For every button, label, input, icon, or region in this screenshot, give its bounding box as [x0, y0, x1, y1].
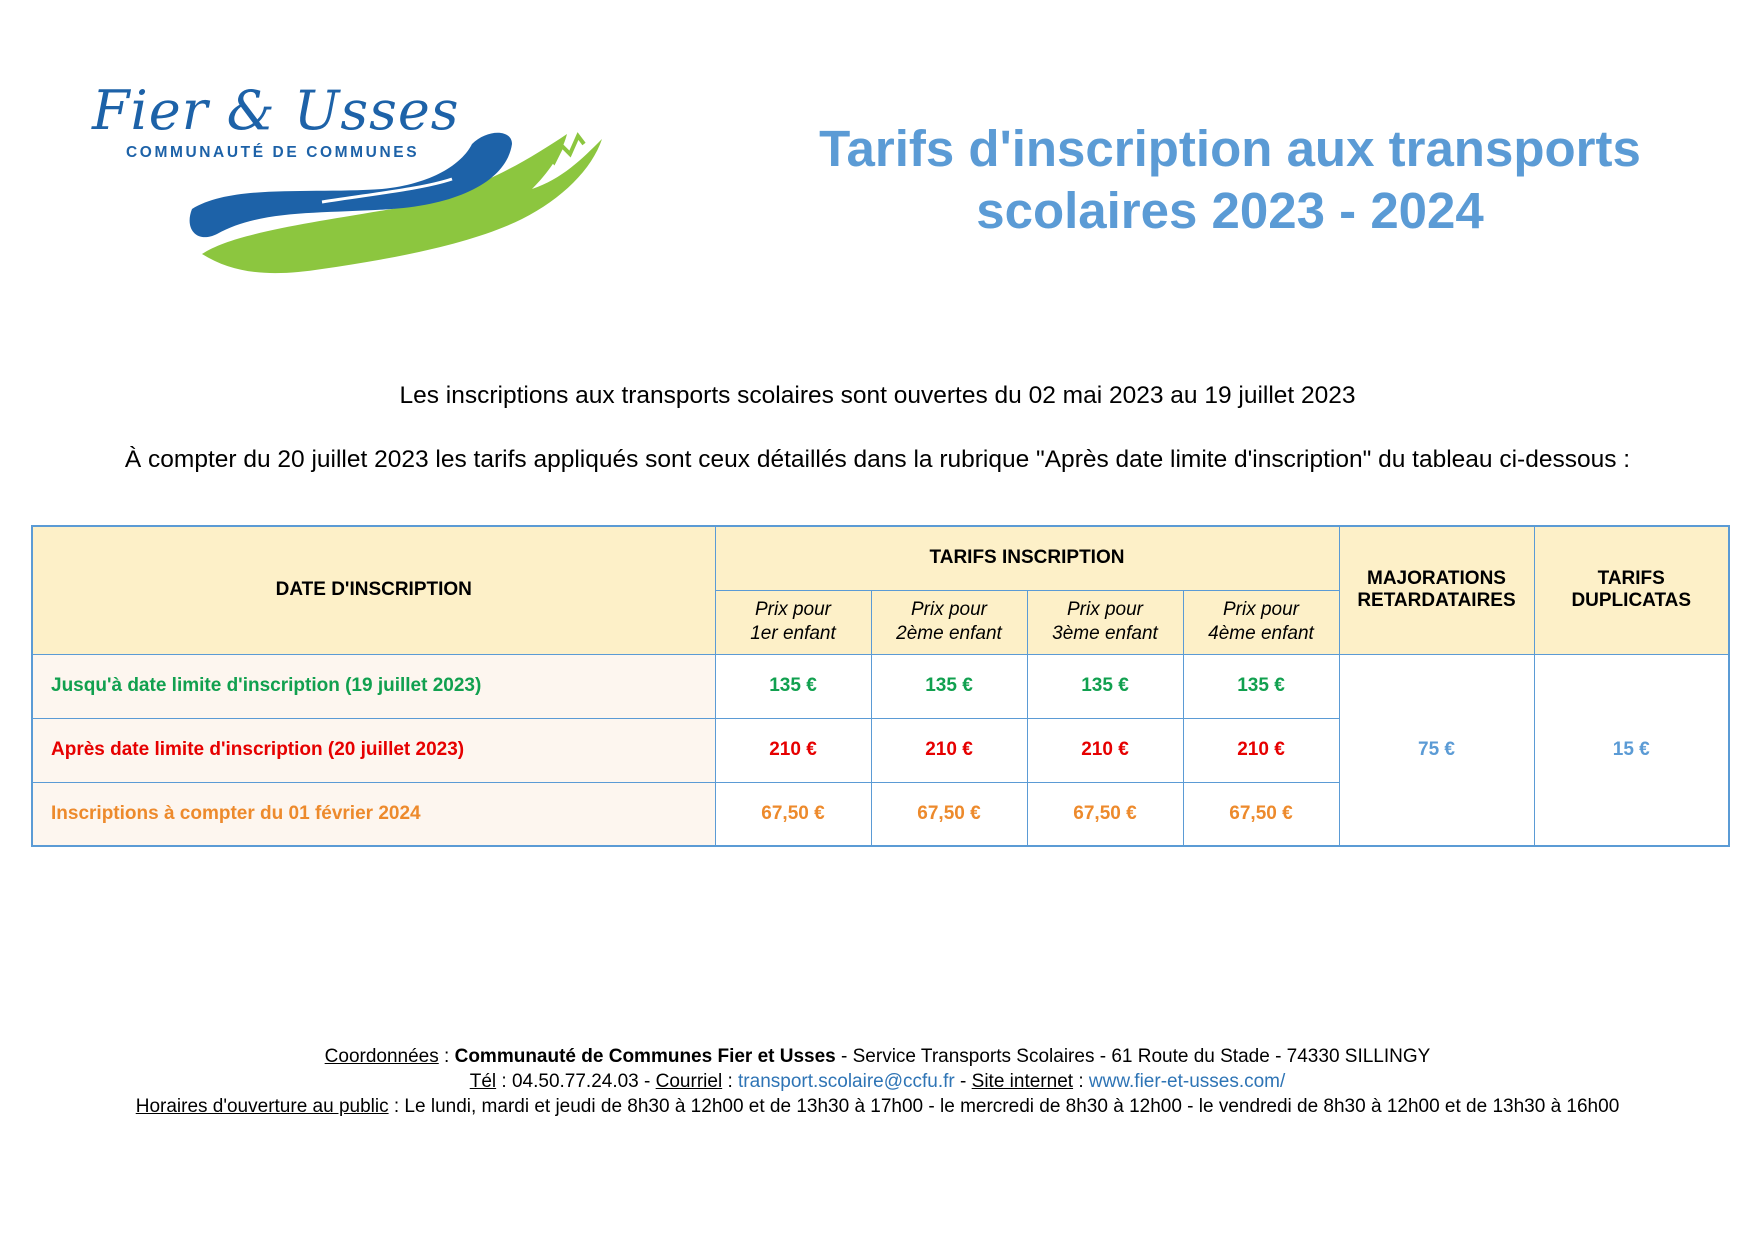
- coord-label: Coordonnées: [324, 1046, 439, 1067]
- page-title: Tarifs d'inscription aux transports scolaires 2023 - 2024: [819, 120, 1641, 239]
- subheader-child-4: [1183, 590, 1339, 654]
- courriel-label: Courriel: [655, 1071, 723, 1092]
- subheader-child-1: [715, 590, 871, 654]
- subheader-line2: 3ème enfant: [1052, 623, 1158, 644]
- logo-name: Fier & Usses: [92, 79, 460, 142]
- row-label-2: Après date limite d'inscription (20 juillet 2023): [32, 718, 715, 782]
- email-link[interactable]: transport.scolaire@ccfu.fr: [738, 1071, 955, 1092]
- footer-horaires: [0, 1094, 1755, 1119]
- row1-value-3: 135 €: [1027, 654, 1183, 718]
- horaires-value: : Le lundi, mardi et jeudi de 8h30 à 12h00 et de 13h30 à 17h00 - le mercredi de 8h30 à 12h00 - le vendredi de 8h30 à 12h00 et de 13h30 à 16h00: [388, 1096, 1620, 1117]
- header-majorations-line1: MAJORATIONS: [1367, 568, 1506, 590]
- footer: [0, 1044, 1755, 1119]
- header-majorations-line2: RETARDATAIRES: [1357, 590, 1516, 612]
- intro-line-1: Les inscriptions aux transports scolaires sont ouvertes du 02 mai 2023 au 19 juillet 2023: [399, 382, 1356, 409]
- subheader-child-2: [871, 590, 1027, 654]
- majoration-value: 75 €: [1339, 654, 1534, 846]
- subheader-line2: 1er enfant: [750, 623, 836, 644]
- subheader-child-3: [1027, 590, 1183, 654]
- footer-coordonnees: Coordonnées : Communauté de Communes Fier et Usses - Service Transports Scolaires - 61 Route du Stade - 74330 SILLINGY: [324, 1046, 1431, 1067]
- header-tarifs: TARIFS INSCRIPTION: [715, 526, 1339, 590]
- table-row: [32, 654, 1729, 718]
- row2-value-2: 210 €: [871, 718, 1027, 782]
- coord-org: Communauté de Communes Fier et Usses: [454, 1046, 836, 1067]
- horaires-label: Horaires d'ouverture au public: [135, 1096, 389, 1117]
- tel-label: Tél: [469, 1071, 497, 1092]
- footer-contact: Tél : 04.50.77.24.03 - Courriel : transport.scolaire@ccfu.fr - Site internet : www.fier-et-usses.com/: [469, 1071, 1286, 1092]
- subheader-line1: Prix pour: [1222, 599, 1300, 620]
- row1-value-4: 135 €: [1183, 654, 1339, 718]
- header-duplicatas-line1: TARIFS: [1597, 568, 1665, 590]
- row3-value-1: 67,50 €: [715, 782, 871, 846]
- subheader-line2: 4ème enfant: [1208, 623, 1314, 644]
- row3-value-3: 67,50 €: [1027, 782, 1183, 846]
- header-duplicatas-line2: DUPLICATAS: [1571, 590, 1692, 612]
- logo-text: [92, 79, 460, 162]
- header-duplicatas: [1534, 526, 1729, 654]
- subheader-line1: Prix pour: [1066, 599, 1144, 620]
- header-majorations: [1339, 526, 1534, 654]
- website-link[interactable]: www.fier-et-usses.com/: [1088, 1071, 1286, 1092]
- row1-value-1: 135 €: [715, 654, 871, 718]
- logo-subtitle: COMMUNAUTÉ DE COMMUNES: [126, 144, 420, 161]
- subheader-line1: Prix pour: [754, 599, 832, 620]
- row-label-3: Inscriptions à compter du 01 février 2024: [32, 782, 715, 846]
- subheader-line1: Prix pour: [910, 599, 988, 620]
- row2-value-4: 210 €: [1183, 718, 1339, 782]
- row2-value-1: 210 €: [715, 718, 871, 782]
- row-label-1: Jusqu'à date limite d'inscription (19 juillet 2023): [32, 654, 715, 718]
- tel-value: : 04.50.77.24.03 -: [496, 1071, 656, 1092]
- row2-value-3: 210 €: [1027, 718, 1183, 782]
- subheader-line2: 2ème enfant: [896, 623, 1002, 644]
- duplicata-value: 15 €: [1534, 654, 1729, 846]
- row3-value-2: 67,50 €: [871, 782, 1027, 846]
- row3-value-4: 67,50 €: [1183, 782, 1339, 846]
- logo: [92, 79, 652, 294]
- tarifs-table: [31, 525, 1730, 847]
- intro-line-2: À compter du 20 juillet 2023 les tarifs appliqués sont ceux détaillés dans la rubrique "Après date limite d'inscription" du tableau ci-dessous :: [124, 446, 1631, 473]
- site-label: Site internet: [971, 1071, 1074, 1092]
- row1-value-2: 135 €: [871, 654, 1027, 718]
- coord-rest: - Service Transports Scolaires - 61 Route du Stade - 74330 SILLINGY: [835, 1046, 1431, 1067]
- header-date: DATE D'INSCRIPTION: [32, 526, 715, 654]
